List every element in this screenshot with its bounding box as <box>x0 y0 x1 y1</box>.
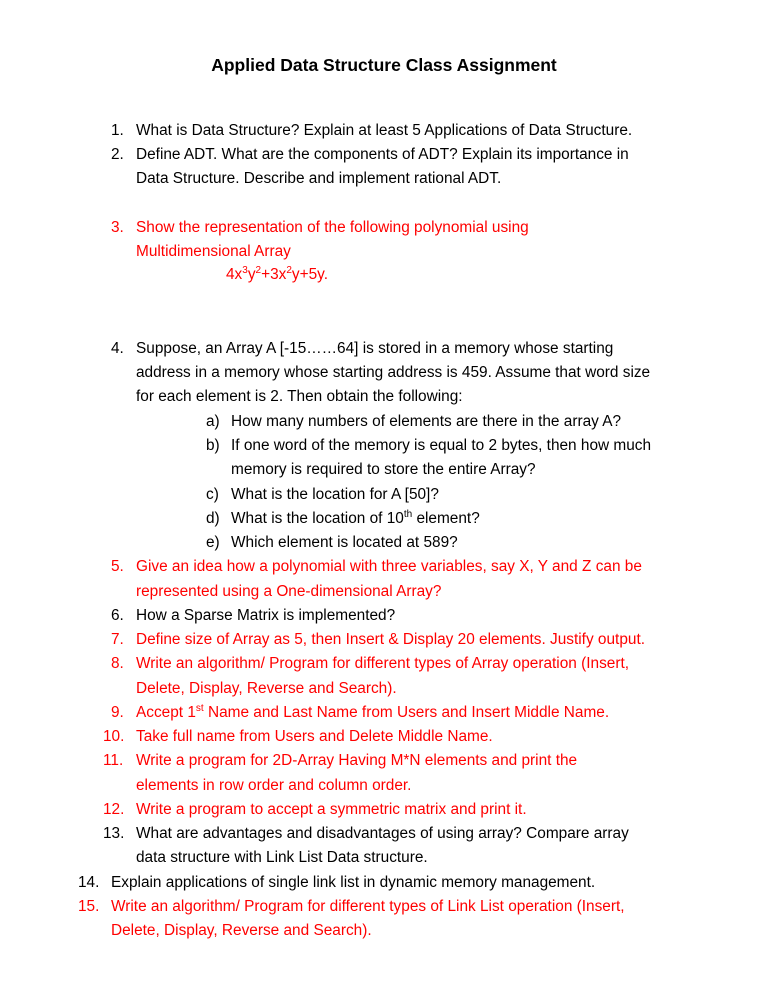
list-item-15: 15. Write an algorithm/ Program for different types of Link List operation (Insert, <box>78 898 625 915</box>
list-item-7: 7. Define size of Array as 5, then Insert & Display 20 elements. Justify output. <box>111 631 645 648</box>
sub-item-b: b) If one word of the memory is equal to 2 bytes, then how much <box>206 437 652 454</box>
list-item-8-line-2: Delete, Display, Reverse and Search). <box>136 680 397 697</box>
sub-item-d: d) What is the location of 10th element? <box>206 509 480 527</box>
list-item-14: 14. Explain applications of single link list in dynamic memory management. <box>78 874 596 891</box>
list-item-5-line-2: represented using a One-dimensional Array? <box>136 583 442 600</box>
list-item-3: 3. Show the representation of the following polynomial using <box>111 219 529 236</box>
list-item-5: 5. Give an idea how a polynomial with three variables, say X, Y and Z can be <box>111 558 642 575</box>
list-item-6: 6. How a Sparse Matrix is implemented? <box>111 607 396 624</box>
list-item-3-line-2: Multidimensional Array <box>136 243 291 260</box>
list-item-11: 11. Write a program for 2D-Array Having M*N elements and print the <box>103 752 578 769</box>
list-item-2: 2. Define ADT. What are the components of ADT? Explain its importance in <box>111 146 629 163</box>
list-item-4-line-2: address in a memory whose starting address is 459. Assume that word size <box>136 364 651 381</box>
page-title: Applied Data Structure Class Assignment <box>211 55 557 75</box>
list-item-15-line-2: Delete, Display, Reverse and Search). <box>111 922 372 939</box>
sub-item-e: e) Which element is located at 589? <box>206 534 458 551</box>
sub-item-c: c) What is the location for A [50]? <box>206 486 439 503</box>
list-item-11-line-2: elements in row order and column order. <box>136 777 412 794</box>
list-item-2-line-2: Data Structure. Describe and implement rational ADT. <box>136 170 502 187</box>
polynomial-expression: $4x^3y^2+3x^2y+5y$. <box>226 265 328 283</box>
list-item-9: 9. Accept 1st Name and Last Name from Users and Insert Middle Name. <box>111 703 610 721</box>
list-item-4-line-3: for each element is 2. Then obtain the following: <box>136 388 463 405</box>
list-item-13-line-2: data structure with Link List Data structure. <box>136 849 428 866</box>
list-item-10: 10. Take full name from Users and Delete Middle Name. <box>103 728 493 745</box>
sub-item-b-line-2: memory is required to store the entire Array? <box>231 461 536 478</box>
list-item-1: 1. What is Data Structure? Explain at least 5 Applications of Data Structure. <box>111 122 633 139</box>
sub-item-a: a) How many numbers of elements are there in the array A? <box>206 413 622 430</box>
list-item-8: 8. Write an algorithm/ Program for different types of Array operation (Insert, <box>111 655 630 672</box>
list-item-12: 12. Write a program to accept a symmetric matrix and print it. <box>103 801 527 818</box>
list-item-4: 4. Suppose, an Array A [-15……64] is stored in a memory whose starting <box>111 340 614 357</box>
list-item-13: 13. What are advantages and disadvantages of using array? Compare array <box>103 825 629 842</box>
